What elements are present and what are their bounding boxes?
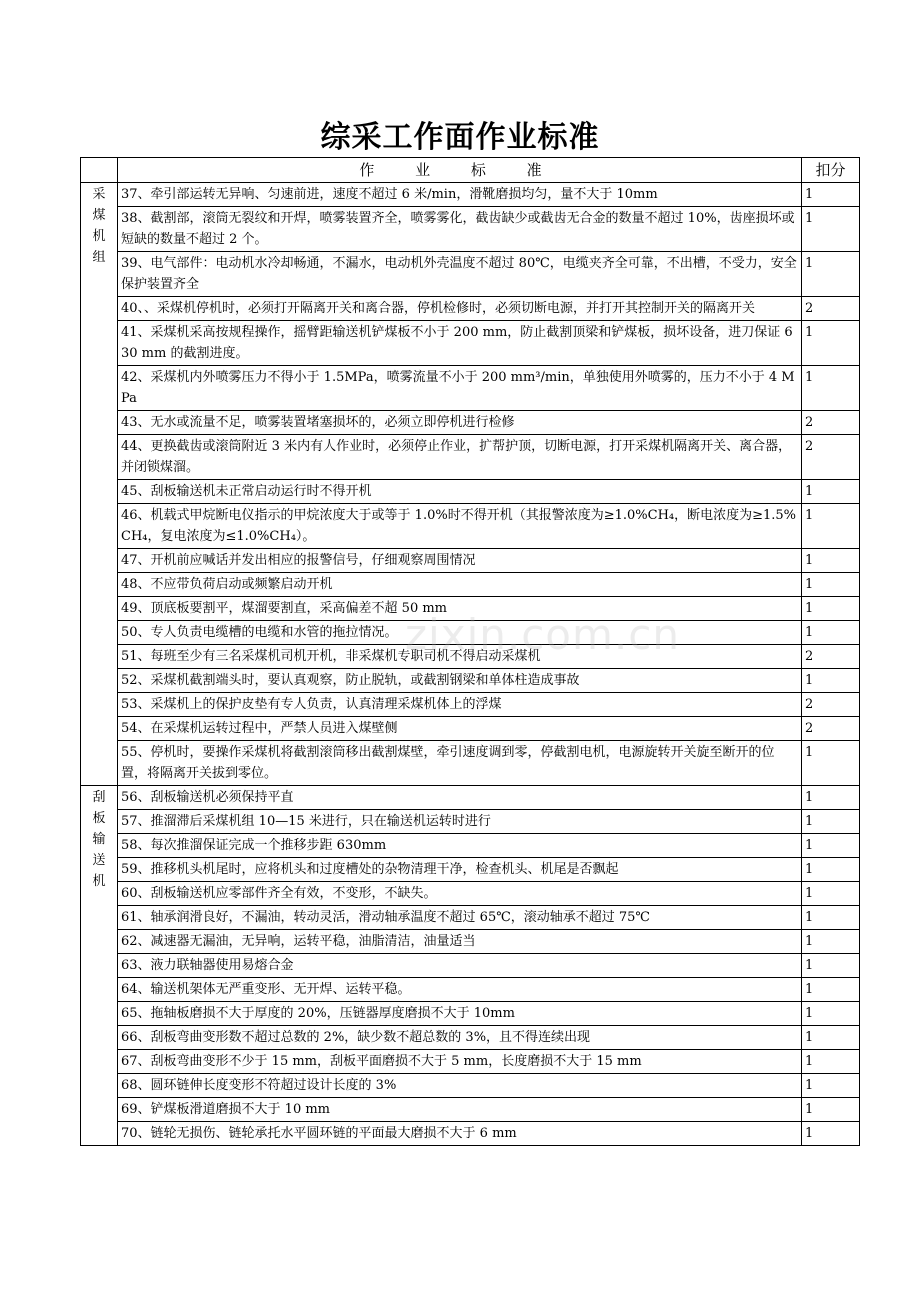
table-row [81, 1050, 860, 1074]
deduction-score: 2 [802, 645, 860, 669]
table-row [81, 411, 860, 435]
section-label [81, 183, 118, 786]
standard-text: 53、采煤机上的保护皮垫有专人负责，认真清理采煤机体上的浮煤 [118, 693, 802, 717]
table-row [81, 906, 860, 930]
deduction-score: 2 [802, 411, 860, 435]
table-row [81, 597, 860, 621]
deduction-score: 1 [802, 810, 860, 834]
standard-text: 64、输送机架体无严重变形、无开焊、运转平稳。 [118, 978, 802, 1002]
deduction-score: 1 [802, 597, 860, 621]
table-row [81, 786, 860, 810]
deduction-score: 2 [802, 717, 860, 741]
standard-text: 55、停机时，要操作采煤机将截割滚筒移出截割煤壁，牵引速度调到零，停截割电机，电源旋转开关旋至断开的位置，将隔离开关拔到零位。 [118, 741, 802, 786]
table-row [81, 252, 860, 297]
header-standard: 作 业 标 准 [118, 158, 802, 183]
table-row [81, 621, 860, 645]
section-label-char: 机 [92, 874, 106, 889]
table-row [81, 741, 860, 786]
standard-text: 38、截割部，滚筒无裂纹和开焊，喷雾装置齐全，喷雾雾化，截齿缺少或截齿无合金的数量不超过 10%，齿座损坏或短缺的数量不超过 2 个。 [118, 207, 802, 252]
deduction-score: 1 [802, 1050, 860, 1074]
standard-text: 42、采煤机内外喷雾压力不得小于 1.5MPa，喷雾流量不小于 200 mm³/min，单独使用外喷雾的，压力不小于 4 MPa [118, 366, 802, 411]
standard-text: 70、链轮无损伤、链轮承托水平圆环链的平面最大磨损不大于 6 mm [118, 1122, 802, 1146]
table-row [81, 834, 860, 858]
table-row [81, 504, 860, 549]
standard-text: 56、刮板输送机必须保持平直 [118, 786, 802, 810]
table-row [81, 435, 860, 480]
section-label-char: 刮 [92, 790, 106, 805]
standard-text: 57、推溜滞后采煤机组 10—15 米进行，只在输送机运转时进行 [118, 810, 802, 834]
deduction-score: 1 [802, 183, 860, 207]
table-row [81, 480, 860, 504]
table-row [81, 321, 860, 366]
deduction-score: 1 [802, 858, 860, 882]
deduction-score: 2 [802, 693, 860, 717]
deduction-score: 1 [802, 741, 860, 786]
table-row [81, 297, 860, 321]
standard-text: 63、液力联轴器使用易熔合金 [118, 954, 802, 978]
section-label-char: 机 [92, 229, 106, 244]
table-row [81, 882, 860, 906]
deduction-score: 1 [802, 1002, 860, 1026]
table-row [81, 207, 860, 252]
table-row [81, 573, 860, 597]
standard-text: 51、每班至少有三名采煤机司机开机，非采煤机专职司机不得启动采煤机 [118, 645, 802, 669]
table-row [81, 1026, 860, 1050]
table-row [81, 978, 860, 1002]
table-row [81, 930, 860, 954]
watermark: zixin.com.cn [405, 610, 680, 659]
deduction-score: 1 [802, 549, 860, 573]
deduction-score: 1 [802, 882, 860, 906]
standard-text: 52、采煤机截割端头时，要认真观察，防止脱轨，或截割钢梁和单体柱造成事故 [118, 669, 802, 693]
standard-text: 43、无水或流量不足，喷雾装置堵塞损坏的，必须立即停机进行检修 [118, 411, 802, 435]
deduction-score: 1 [802, 321, 860, 366]
section-label-char: 组 [92, 250, 106, 265]
standard-text: 59、推移机头机尾时，应将机头和过度槽处的杂物清理干净，检查机头、机尾是否飘起 [118, 858, 802, 882]
standard-text: 39、电气部件：电动机水冷却畅通，不漏水，电动机外壳温度不超过 80℃，电缆夹齐全可靠，不出槽，不受力，安全保护装置齐全 [118, 252, 802, 297]
table-row [81, 645, 860, 669]
deduction-score: 1 [802, 786, 860, 810]
deduction-score: 1 [802, 834, 860, 858]
section-label-char: 送 [92, 853, 106, 868]
table-row [81, 1098, 860, 1122]
standard-text: 41、采煤机采高按规程操作，摇臂距输送机铲煤板不小于 200 mm，防止截割顶梁和铲煤板，损坏设备，进刀保证 630 mm 的截割进度。 [118, 321, 802, 366]
standard-text: 50、专人负责电缆槽的电缆和水管的拖拉情况。 [118, 621, 802, 645]
section-label-char: 煤 [92, 208, 106, 223]
standard-text: 49、顶底板要割平，煤溜要割直，采高偏差不超 50 mm [118, 597, 802, 621]
table-row [81, 1002, 860, 1026]
table-row [81, 693, 860, 717]
deduction-score: 1 [802, 906, 860, 930]
standard-text: 48、不应带负荷启动或频繁启动开机 [118, 573, 802, 597]
deduction-score: 1 [802, 978, 860, 1002]
table-body [81, 183, 860, 1146]
deduction-score: 2 [802, 435, 860, 480]
standard-text: 37、牵引部运转无异响、匀速前进，速度不超过 6 米/min，滑靴磨损均匀，量不大于 10mm [118, 183, 802, 207]
standard-text: 44、更换截齿或滚筒附近 3 米内有人作业时，必须停止作业，扩帮护顶，切断电源，打开采煤机隔离开关、离合器，并闭锁煤溜。 [118, 435, 802, 480]
table-row [81, 810, 860, 834]
table-row [81, 183, 860, 207]
table-row [81, 366, 860, 411]
deduction-score: 1 [802, 954, 860, 978]
table-row [81, 549, 860, 573]
standard-text: 62、减速器无漏油，无异响，运转平稳，油脂清洁，油量适当 [118, 930, 802, 954]
section-label-char: 输 [92, 832, 106, 847]
standard-text: 40、、采煤机停机时，必须打开隔离开关和离合器，停机检修时，必须切断电源，并打开其控制开关的隔离开关 [118, 297, 802, 321]
deduction-score: 1 [802, 930, 860, 954]
standard-text: 65、拖轴板磨损不大于厚度的 20%，压链器厚度磨损不大于 10mm [118, 1002, 802, 1026]
table-row [81, 954, 860, 978]
deduction-score: 1 [802, 504, 860, 549]
table-row [81, 669, 860, 693]
standard-text: 58、每次推溜保证完成一个推移步距 630mm [118, 834, 802, 858]
deduction-score: 1 [802, 621, 860, 645]
table-row [81, 1122, 860, 1146]
table-header-row [81, 158, 860, 183]
deduction-score: 1 [802, 207, 860, 252]
standard-text: 54、在采煤机运转过程中，严禁人员进入煤壁侧 [118, 717, 802, 741]
standard-text: 47、开机前应喊话并发出相应的报警信号，仔细观察周围情况 [118, 549, 802, 573]
standard-text: 67、刮板弯曲变形不少于 15 mm，刮板平面磨损不大于 5 mm，长度磨损不大于 15 mm [118, 1050, 802, 1074]
deduction-score: 2 [802, 297, 860, 321]
standard-text: 68、圆环链伸长度变形不符超过设计长度的 3% [118, 1074, 802, 1098]
deduction-score: 1 [802, 252, 860, 297]
standard-text: 69、铲煤板滑道磨损不大于 10 mm [118, 1098, 802, 1122]
section-label [81, 786, 118, 1146]
standard-text: 66、刮板弯曲变形数不超过总数的 2%，缺少数不超总数的 3%，且不得连续出现 [118, 1026, 802, 1050]
header-score: 扣分 [802, 158, 860, 183]
standard-text: 61、轴承润滑良好，不漏油，转动灵活，滑动轴承温度不超过 65℃，滚动轴承不超过 75℃ [118, 906, 802, 930]
deduction-score: 1 [802, 1074, 860, 1098]
deduction-score: 1 [802, 1122, 860, 1146]
deduction-score: 1 [802, 366, 860, 411]
standard-text: 60、刮板输送机应零部件齐全有效，不变形，不缺失。 [118, 882, 802, 906]
page-title: 综采工作面作业标准 [320, 120, 600, 155]
standards-table [80, 157, 860, 1146]
deduction-score: 1 [802, 573, 860, 597]
deduction-score: 1 [802, 1026, 860, 1050]
deduction-score: 1 [802, 480, 860, 504]
header-blank [81, 158, 118, 183]
standard-text: 46、机载式甲烷断电仪指示的甲烷浓度大于或等于 1.0%时不得开机（其报警浓度为≥1.0%CH₄，断电浓度为≥1.5%CH₄，复电浓度为≤1.0%CH₄）。 [118, 504, 802, 549]
table-row [81, 858, 860, 882]
deduction-score: 1 [802, 669, 860, 693]
deduction-score: 1 [802, 1098, 860, 1122]
section-label-char: 板 [92, 811, 106, 826]
table-row [81, 1074, 860, 1098]
table-row [81, 717, 860, 741]
section-label-char: 采 [92, 187, 106, 202]
standard-text: 45、刮板输送机未正常启动运行时不得开机 [118, 480, 802, 504]
